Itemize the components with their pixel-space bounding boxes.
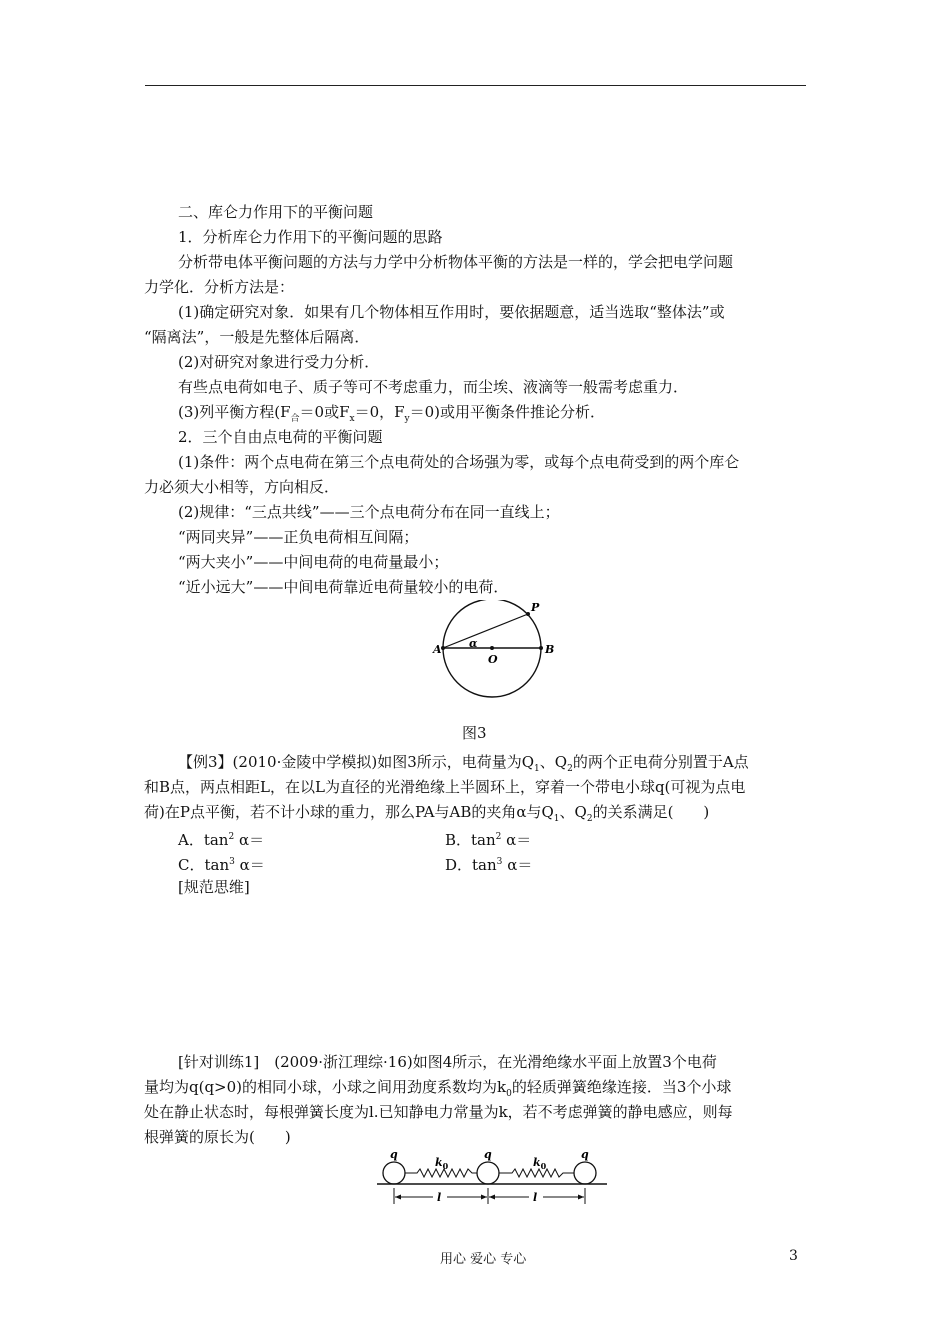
label-o: O xyxy=(488,653,498,666)
training-1-line: [针对训练1] (2009·浙江理综·16)如图4所示，在光滑绝缘水平面上放置3个电荷 xyxy=(178,1053,717,1071)
length-label: l xyxy=(437,1191,442,1204)
paragraph-line: (1)确定研究对象．如果有几个物体相互作用时，要依据题意，适当选取“整体法”或 xyxy=(178,303,725,321)
label-p: P xyxy=(531,601,540,614)
figure-4-diagram xyxy=(372,1145,612,1210)
charge-label: q xyxy=(581,1148,589,1161)
subsection-heading: 1．分析库仑力作用下的平衡问题的思路 xyxy=(178,228,443,246)
paragraph-line: 分析带电体平衡问题的方法与力学中分析物体平衡的方法是一样的，学会把电学问题 xyxy=(178,253,734,271)
paragraph-line: 力必须大小相等，方向相反． xyxy=(144,478,340,496)
figure-3-diagram xyxy=(425,600,565,705)
paragraph-line: “隔离法”，一般是先整体后隔离． xyxy=(144,328,370,346)
paragraph-line: “两大夹小”——中间电荷的电荷量最小； xyxy=(178,553,449,571)
section-heading: 二、库仑力作用下的平衡问题 xyxy=(178,203,374,221)
option-d[interactable]: D．$\tan^3 \alpha=$ xyxy=(445,856,533,874)
thinking-label: [规范思维] xyxy=(178,878,250,896)
paragraph-line: “近小远大”——中间电荷靠近电荷量较小的电荷． xyxy=(178,578,509,596)
label-b: B xyxy=(545,643,555,656)
option-b[interactable]: B．$\tan^2 \alpha=$ xyxy=(445,831,532,849)
option-a[interactable]: A．$\tan^2 \alpha=$ xyxy=(178,831,265,849)
paragraph-line: (2)规律：“三点共线”——三个点电荷分布在同一直线上； xyxy=(178,503,560,521)
training-1-line: 根弹簧的原长为( ) xyxy=(144,1128,291,1146)
paragraph-line: 力学化．分析方法是： xyxy=(144,278,295,296)
equation-line: (3)列平衡方程($F_合=0$或$F_x=0$，$F_y=0$)或用平衡条件推论分析． xyxy=(178,403,606,424)
spring-constant-label: $k_0$ xyxy=(533,1156,547,1171)
spring-constant-label: $k_0$ xyxy=(435,1156,449,1171)
page-number: 3 xyxy=(789,1248,798,1264)
charge-label: q xyxy=(484,1148,492,1161)
paragraph-line: 有些点电荷如电子、质子等可不考虑重力，而尘埃、液滴等一般需考虑重力． xyxy=(178,378,689,396)
label-a: A xyxy=(433,643,442,656)
example-3-line: 和B点，两点相距L，在以L为直径的光滑绝缘上半圆环上，穿着一个带电小球q(可视为点电 xyxy=(144,778,746,796)
header-rule xyxy=(145,85,806,86)
length-label: l xyxy=(533,1191,538,1204)
label-alpha: α xyxy=(469,637,478,650)
training-1-line: 量均为q(q>0)的相同小球，小球之间用劲度系数均为$k_0$的轻质弹簧绝缘连接．当3个小球 xyxy=(144,1078,732,1099)
paragraph-line: (2)对研究对象进行受力分析． xyxy=(178,353,380,371)
example-3-line: 【例3】(2010·金陵中学模拟)如图3所示，电荷量为$Q_1$、$Q_2$的两个正电荷分别置于A点 xyxy=(178,753,749,774)
option-c[interactable]: C．$\tan^3 \alpha=$ xyxy=(178,856,265,874)
footer-motto: 用心 爱心 专心 xyxy=(440,1252,527,1267)
example-3-line: 荷)在P点平衡，若不计小球的重力，那么PA与AB的夹角α与$Q_1$、$Q_2$的关系满足( ) xyxy=(144,803,710,824)
charge-label: q xyxy=(390,1148,398,1161)
figure-3-caption: 图3 xyxy=(462,724,487,742)
paragraph-line: “两同夹异”——正负电荷相互间隔； xyxy=(178,528,419,546)
training-1-line: 处在静止状态时，每根弹簧长度为l.已知静电力常量为k，若不考虑弹簧的静电感应，则每 xyxy=(144,1103,733,1121)
paragraph-line: (1)条件：两个点电荷在第三个点电荷处的合场强为零，或每个点电荷受到的两个库仑 xyxy=(178,453,740,471)
subsection-heading: 2．三个自由点电荷的平衡问题 xyxy=(178,428,383,446)
